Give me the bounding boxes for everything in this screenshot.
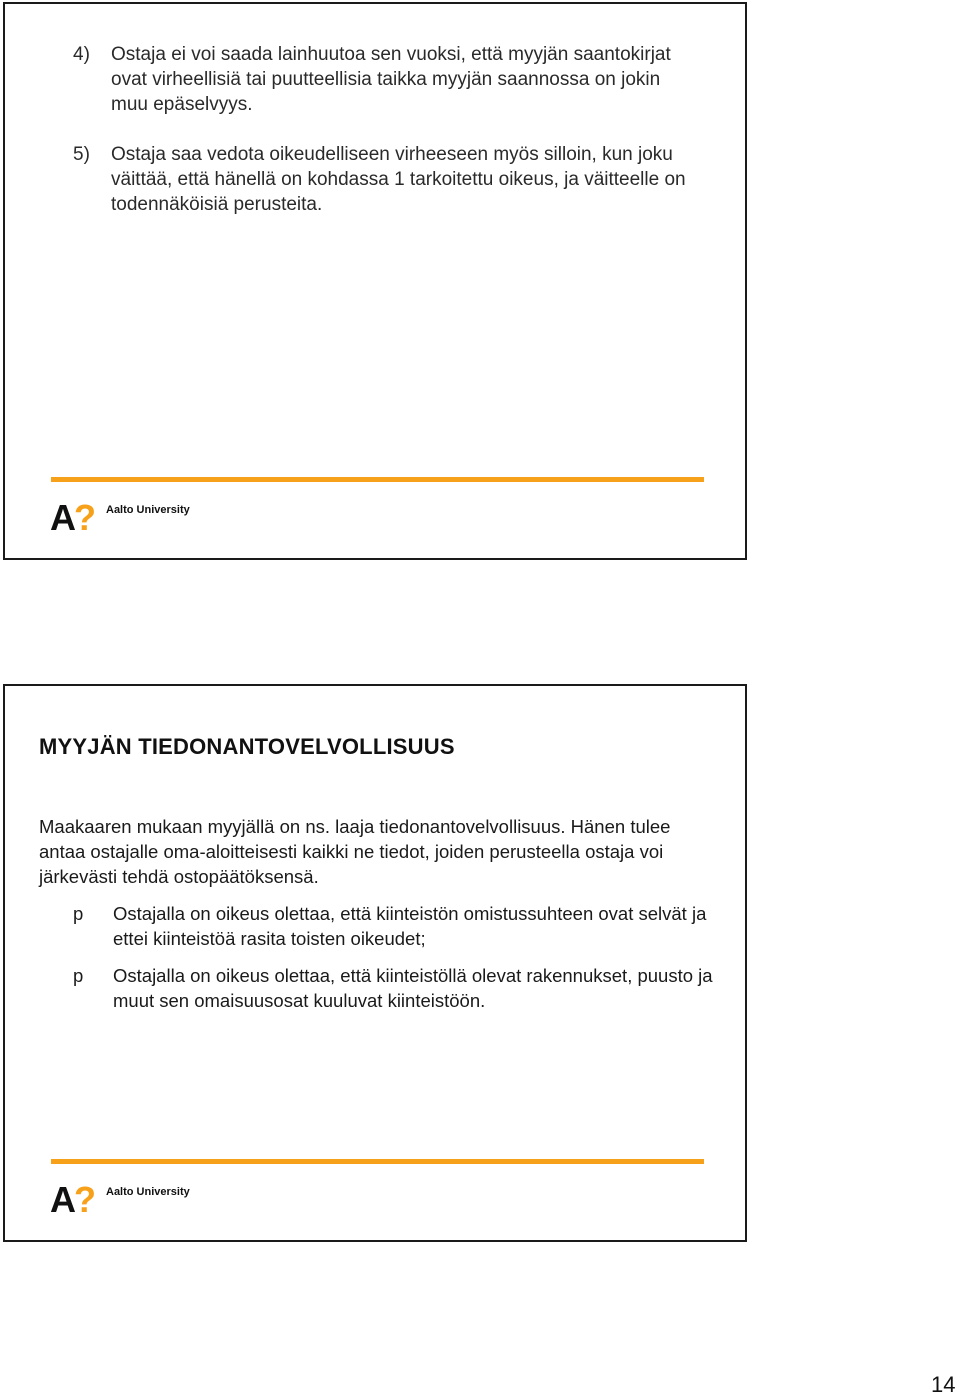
logo-question-mark: ? bbox=[74, 497, 94, 538]
list-item bbox=[73, 901, 713, 951]
bullet-icon: p bbox=[73, 965, 84, 986]
list-item bbox=[73, 142, 693, 217]
logo-wordmark: Aalto University bbox=[106, 504, 190, 516]
aalto-logo bbox=[50, 1179, 190, 1220]
bullet-text: Ostajalla on oikeus olettaa, että kiinteistöllä olevat rakennukset, puusto ja muut sen omaisuusosat kuuluvat kiinteistöön. bbox=[113, 965, 713, 1011]
slide-2 bbox=[3, 684, 747, 1242]
logo-mark bbox=[50, 1179, 94, 1220]
item-text: Ostaja ei voi saada lainhuutoa sen vuoksi, että myyjän saantokirjat ovat virheellisiä tai puutteellisia taikka myyjän saannossa on jokin muu epäselvyys. bbox=[111, 44, 671, 115]
slide-title: MYYJÄN TIEDONANTOVELVOLLISUUS bbox=[39, 734, 455, 759]
aalto-logo bbox=[50, 497, 190, 538]
logo-letter-a: A bbox=[50, 1179, 74, 1220]
accent-divider bbox=[51, 1159, 704, 1164]
intro-paragraph: Maakaaren mukaan myyjällä on ns. laaja tiedonantovelvollisuus. Hänen tulee antaa ostajalle oma-aloitteisesti kaikki ne tiedot, joiden perusteella ostaja voi järkevästi tehdä ostopäätöksensä. bbox=[39, 816, 671, 887]
numbered-list bbox=[73, 42, 693, 242]
logo-mark bbox=[50, 497, 94, 538]
slide-1 bbox=[3, 2, 747, 560]
logo-question-mark: ? bbox=[74, 1179, 94, 1220]
list-item bbox=[73, 963, 713, 1013]
accent-divider bbox=[51, 477, 704, 482]
item-text: Ostaja saa vedota oikeudelliseen virheeseen myös silloin, kun joku väittää, että hänellä on kohdassa 1 tarkoitettu oikeus, ja väitteelle on todennäköisiä perusteita. bbox=[111, 144, 686, 215]
list-item bbox=[73, 42, 693, 117]
bullet-icon: p bbox=[73, 903, 84, 924]
bullet-text: Ostajalla on oikeus olettaa, että kiinteistön omistussuhteen ovat selvät ja ettei kiinteistöä rasita toisten oikeudet; bbox=[113, 903, 707, 949]
logo-wordmark: Aalto University bbox=[106, 1186, 190, 1198]
page-number: 14 bbox=[931, 1372, 956, 1397]
item-number: 5) bbox=[73, 144, 90, 165]
logo-letter-a: A bbox=[50, 497, 74, 538]
bullet-list bbox=[73, 901, 713, 1025]
item-number: 4) bbox=[73, 44, 90, 65]
